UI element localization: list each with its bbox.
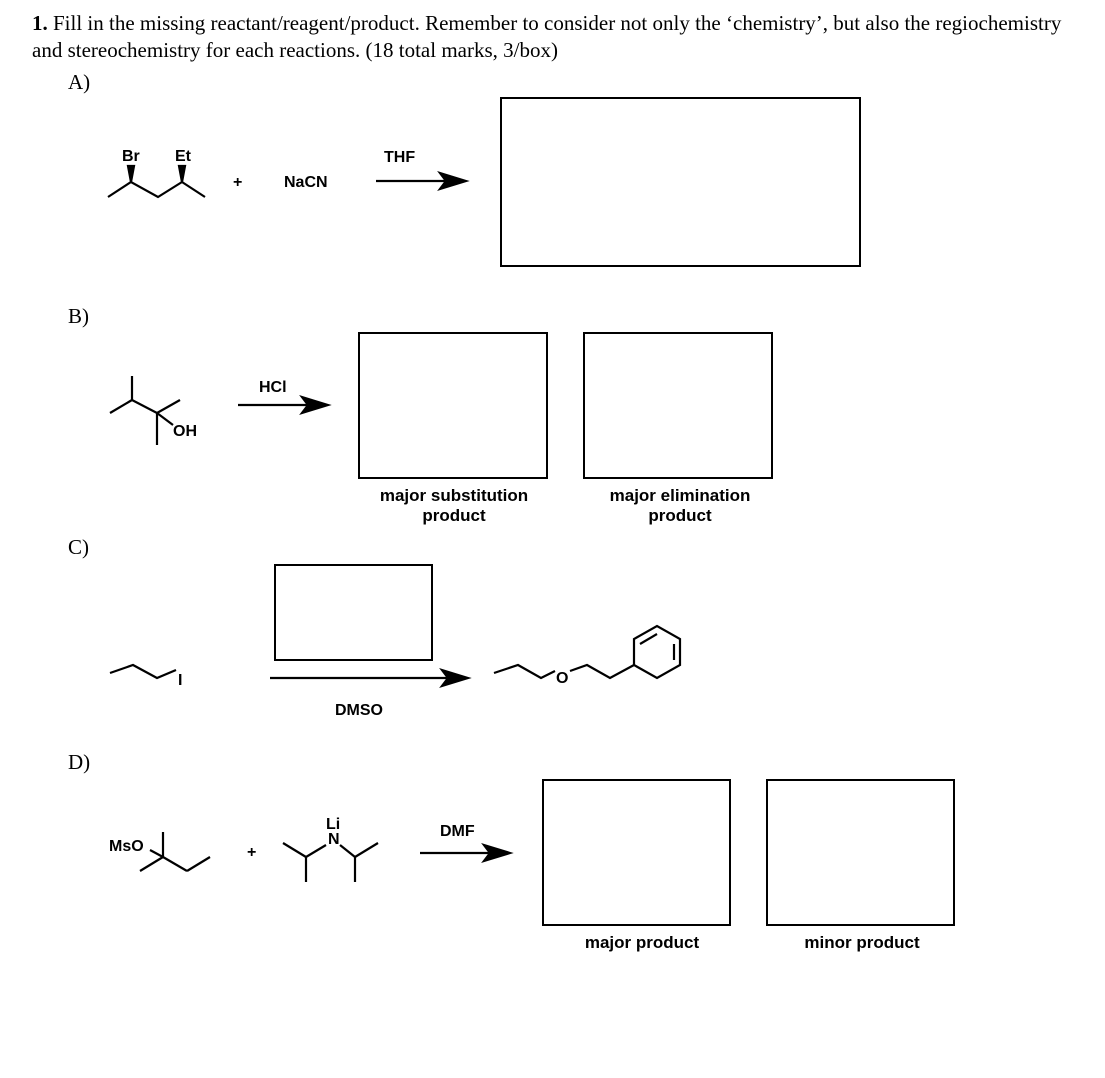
reagent-hcl: HCl xyxy=(259,379,287,396)
atom-o: O xyxy=(556,670,569,687)
answer-box-d-major[interactable] xyxy=(542,779,731,926)
caption-b-elimination-line1: major elimination xyxy=(609,486,751,505)
atom-li: Li xyxy=(326,816,341,833)
question-number: 1. xyxy=(32,11,48,35)
solvent-dmf: DMF xyxy=(440,823,475,840)
question-body: Fill in the missing reactant/reagent/product. Remember to consider not only the ‘chemistry’, but also the regiochemistry and stereochemistry for each reactions. (18 total marks, 3/box) xyxy=(32,11,1062,62)
part-c-label: C) xyxy=(68,535,89,559)
atom-mso: MsO xyxy=(109,838,144,855)
caption-d-minor: minor product xyxy=(804,933,920,952)
plus-sign-d: + xyxy=(247,844,257,861)
answer-box-d-minor[interactable] xyxy=(766,779,955,926)
part-d-label: D) xyxy=(68,750,91,774)
reagent-nacn: NaCN xyxy=(284,174,328,191)
caption-d-major: major product xyxy=(584,933,700,952)
part-a-label: A) xyxy=(68,70,91,94)
atom-i: I xyxy=(178,672,183,689)
atom-oh: OH xyxy=(173,423,197,440)
solvent-dmso: DMSO xyxy=(335,702,383,719)
caption-b-substitution-line2: product xyxy=(422,506,486,525)
atom-n: N xyxy=(328,831,340,848)
part-b-label: B) xyxy=(68,304,89,328)
atom-et: Et xyxy=(175,148,191,165)
caption-b-substitution-line1: major substitution xyxy=(379,486,529,505)
caption-b-elimination-line2: product xyxy=(648,506,712,525)
plus-sign-a: + xyxy=(233,174,243,191)
atom-br: Br xyxy=(122,148,140,165)
solvent-thf: THF xyxy=(384,149,416,166)
